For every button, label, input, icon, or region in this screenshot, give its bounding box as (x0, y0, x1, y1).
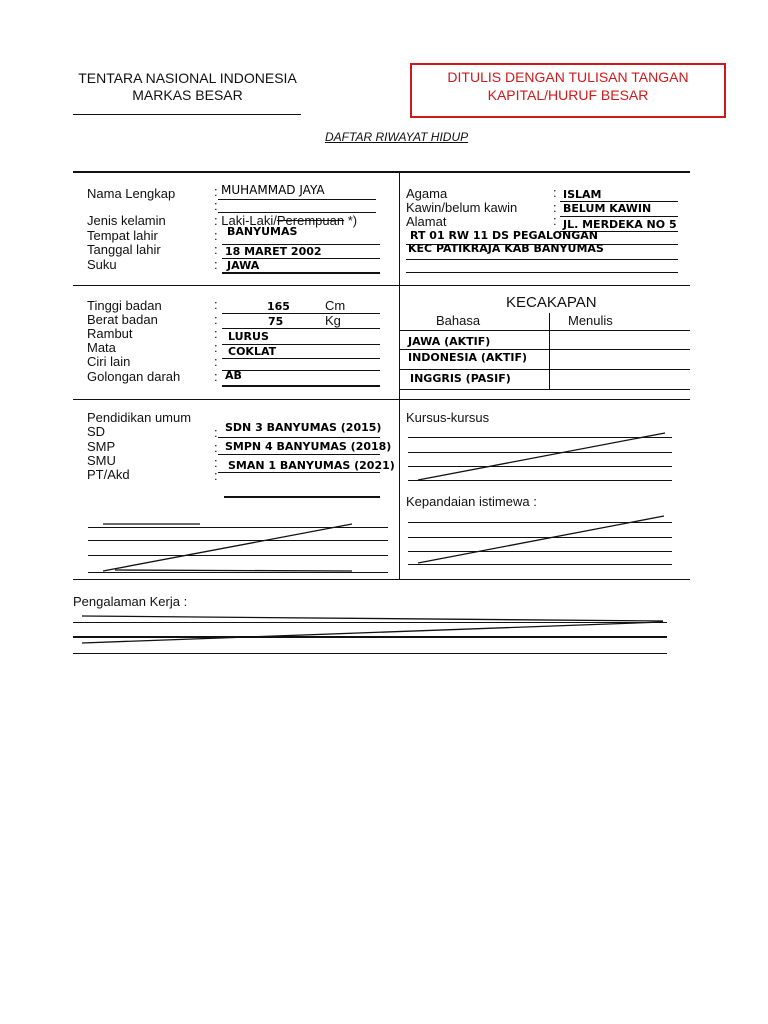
tinggi-colon: : (214, 297, 218, 312)
smp-colon: : (214, 440, 218, 455)
mata-label: Mata (87, 340, 116, 355)
smu-label: SMU (87, 453, 116, 468)
kepandaian-cross-out-stroke (418, 516, 664, 563)
jenis-kelamin-perempuan: Perempuan (276, 213, 345, 228)
org-unit: MARKAS BESAR (132, 87, 243, 103)
org-name: TENTARA NASIONAL INDONESIA (78, 70, 297, 86)
berat-unit: Kg (325, 313, 341, 328)
jenis-kelamin-note: *) (344, 213, 358, 228)
nama-colon-2: : (214, 198, 218, 213)
smu-value: SMAN 1 BANYUMAS (2021) (228, 459, 395, 472)
jenis-kelamin-laki: Laki-Laki/ (221, 213, 277, 228)
pengalaman-top-scribble (82, 616, 663, 621)
kecakapan-row-3: INGGRIS (PASIF) (410, 372, 511, 385)
kawin-value: BELUM KAWIN (563, 202, 652, 215)
tempat-lahir-label: Tempat lahir (87, 228, 158, 243)
tinggi-label: Tinggi badan (87, 298, 162, 313)
smu-colon: : (214, 455, 218, 470)
kepandaian-label: Kepandaian istimewa : (406, 494, 537, 509)
sd-value: SDN 3 BANYUMAS (2015) (225, 421, 382, 434)
agama-label: Agama (406, 186, 448, 201)
kecakapan-row-1: JAWA (AKTIF) (408, 335, 491, 348)
golongan-label: Golongan darah (87, 369, 181, 384)
tanggal-lahir-colon: : (214, 242, 218, 257)
smp-value: SMPN 4 BANYUMAS (2018) (225, 440, 392, 453)
kecakapan-row-2: INDONESIA (AKTIF) (408, 351, 528, 364)
berat-value: 75 (268, 315, 284, 328)
kursus-label: Kursus-kursus (406, 410, 490, 425)
kecakapan-col-bahasa: Bahasa (436, 313, 481, 328)
suku-value: JAWA (227, 259, 260, 272)
berat-label: Berat badan (87, 312, 158, 327)
tempat-lahir-colon: : (214, 228, 218, 243)
mata-colon: : (214, 340, 218, 355)
document-title: DAFTAR RIWAYAT HIDUP (325, 130, 469, 144)
golongan-value: AB (225, 369, 242, 382)
alamat-value-1: JL. MERDEKA NO 5 (563, 218, 677, 231)
ciri-label: Ciri lain (87, 354, 131, 369)
pt-colon: : (214, 468, 218, 483)
handwriting-notice-line2: KAPITAL/HURUF BESAR (487, 87, 649, 103)
pengalaman-label: Pengalaman Kerja : (73, 594, 188, 609)
edu-cross-out-stroke (103, 524, 352, 571)
tempat-lahir-value: BANYUMAS (227, 225, 298, 238)
tinggi-unit: Cm (325, 298, 346, 313)
pengalaman-cross-out-stroke (82, 622, 663, 643)
tinggi-value: 165 (267, 300, 290, 313)
pendidikan-label: Pendidikan umum (87, 410, 192, 425)
agama-colon: : (553, 185, 557, 200)
sd-label: SD (87, 424, 106, 439)
rambut-value: LURUS (228, 330, 269, 343)
rambut-label: Rambut (87, 326, 133, 341)
kecakapan-title: KECAKAPAN (506, 294, 597, 311)
tanggal-lahir-label: Tanggal lahir (87, 242, 161, 257)
kursus-cross-out-stroke (418, 433, 665, 480)
pt-label: PT/Akd (87, 467, 130, 482)
agama-value: ISLAM (563, 188, 602, 201)
alamat-value-3: KEC PATIKRAJA KAB BANYUMAS (408, 242, 604, 255)
suku-colon: : (214, 257, 218, 272)
golongan-colon: : (214, 369, 218, 384)
nama-label: Nama Lengkap (87, 186, 176, 201)
rambut-colon: : (214, 326, 218, 341)
mata-value: COKLAT (228, 345, 277, 358)
handwriting-notice-line1: DITULIS DENGAN TULISAN TANGAN (447, 69, 689, 85)
ciri-colon: : (214, 354, 218, 369)
kawin-label: Kawin/belum kawin (406, 200, 518, 215)
kecakapan-col-menulis: Menulis (568, 313, 613, 328)
kawin-colon: : (553, 200, 557, 215)
nama-colon: : (214, 184, 218, 199)
nama-value: MUHAMMAD JAYA (221, 183, 325, 197)
berat-colon: : (214, 312, 218, 327)
smp-label: SMP (87, 439, 116, 454)
edu-bottom-scribble (115, 570, 352, 571)
suku-label: Suku (87, 257, 117, 272)
tanggal-lahir-value: 18 MARET 2002 (225, 245, 322, 258)
alamat-label: Alamat (406, 214, 447, 229)
alamat-colon: : (553, 213, 557, 228)
jenis-kelamin-label: Jenis kelamin (87, 213, 166, 228)
alamat-value-2: RT 01 RW 11 DS PEGALONGAN (410, 229, 598, 242)
sd-colon: : (214, 425, 218, 440)
jenis-kelamin-colon: : (214, 213, 218, 228)
